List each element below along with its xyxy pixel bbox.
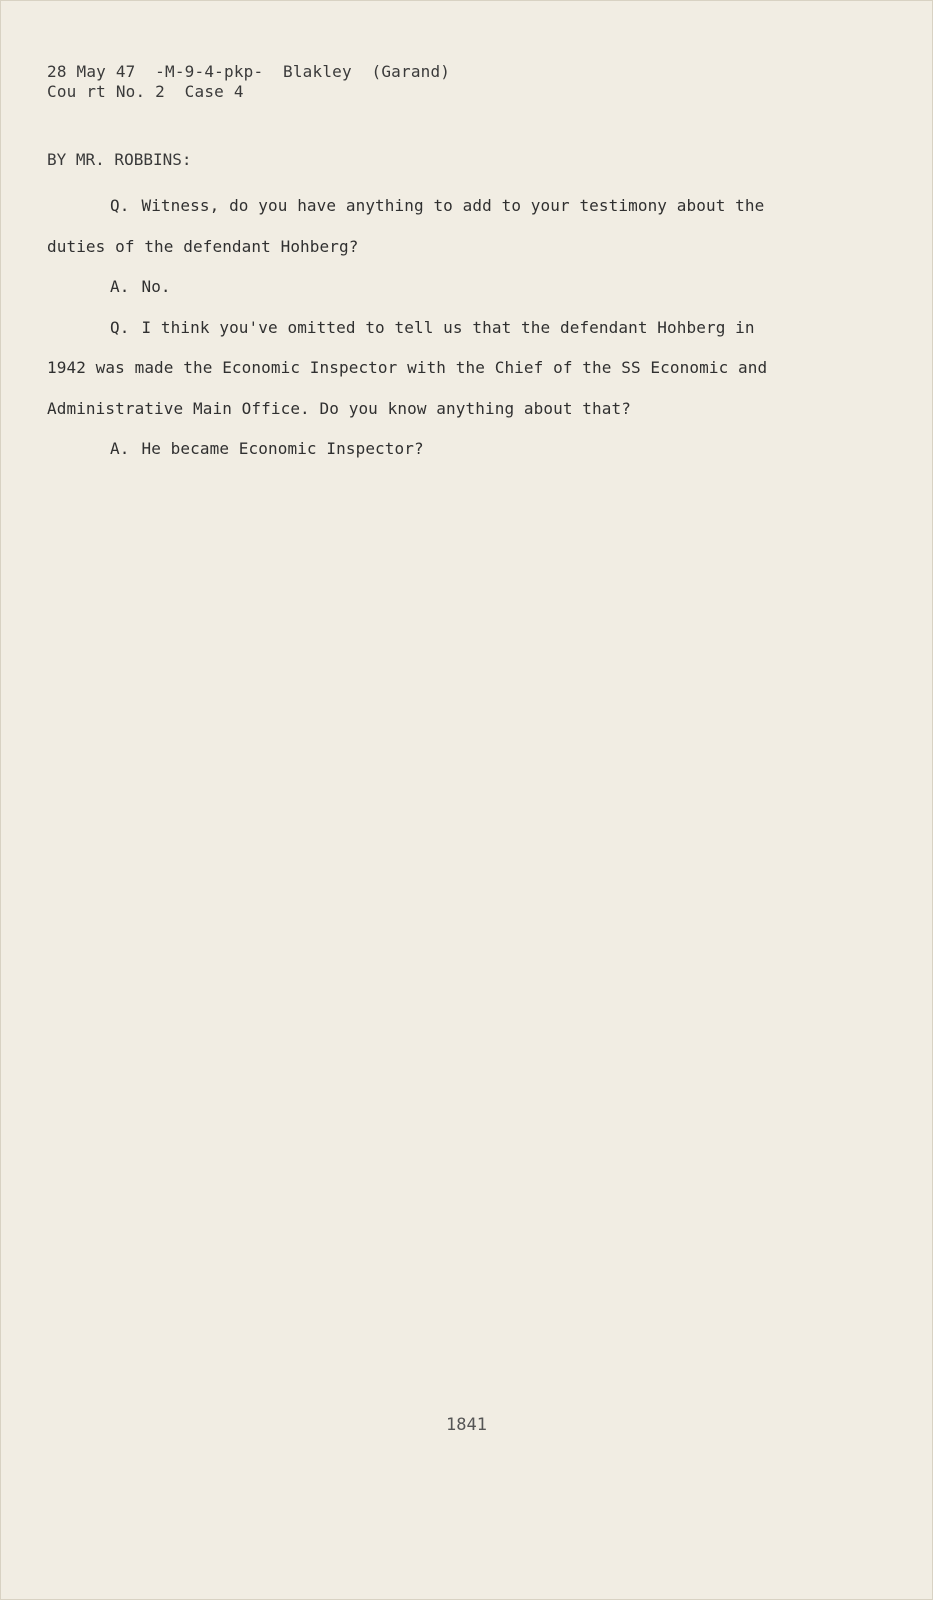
exchange-text: I think you've omitted to tell us that the defendant Hohberg in 1942 was made the Economic Inspector with the Chief of the SS Economic and Administrative Main Office. Do you know anything about that? bbox=[47, 317, 768, 418]
exchange-tag: Q. bbox=[110, 196, 130, 215]
exchange-answer bbox=[47, 429, 787, 470]
examiner-label: BY MR. ROBBINS: bbox=[47, 150, 192, 169]
document-header bbox=[47, 62, 450, 102]
page-number: 1841 bbox=[446, 1415, 487, 1435]
exchange-tag: Q. bbox=[110, 317, 130, 337]
exchange-text: No. bbox=[141, 277, 171, 296]
testimony-body bbox=[47, 186, 787, 470]
exchange-tag: A. bbox=[110, 439, 130, 458]
header-court-line: Cou rt No. 2 Case 4 bbox=[47, 82, 244, 101]
exchange-text: Witness, do you have anything to add to your testimony about the duties of the defendant Hohberg? bbox=[47, 196, 765, 256]
header-session-line: 28 May 47 -M-9-4-pkp- Blakley (Garand) bbox=[47, 62, 451, 81]
exchange-question bbox=[47, 186, 787, 267]
exchange-question bbox=[47, 308, 787, 430]
exchange-text: He became Economic Inspector? bbox=[141, 439, 424, 458]
exchange-tag: A. bbox=[110, 277, 130, 296]
exchange-answer bbox=[47, 267, 787, 308]
